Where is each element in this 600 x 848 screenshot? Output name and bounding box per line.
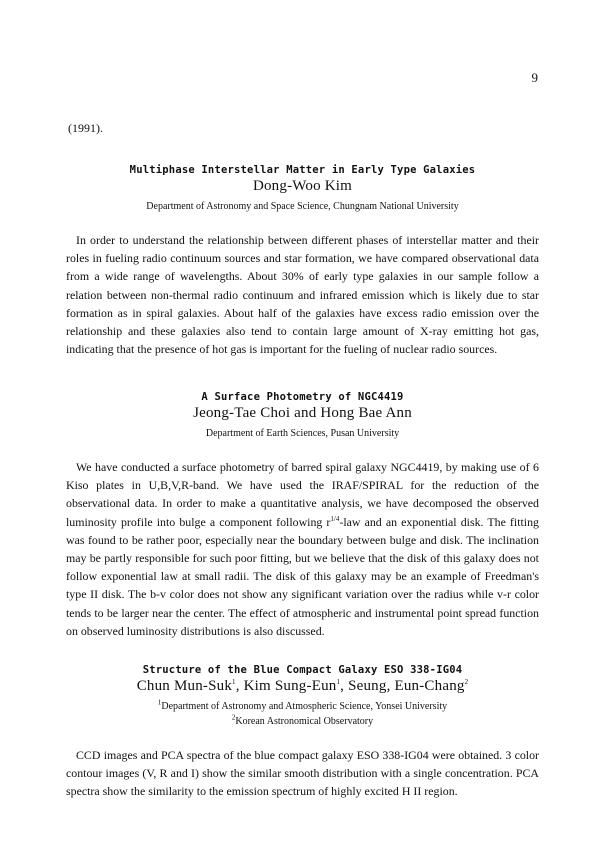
abstract-2	[66, 391, 539, 640]
abstract-title: Multiphase Interstellar Matter in Early Type Galaxies	[129, 164, 476, 176]
abstract-title: Structure of the Blue Compact Galaxy ESO 338-IG04	[142, 664, 463, 676]
abstract-authors: Dong-Woo Kim	[252, 178, 353, 194]
abstract-body: CCD images and PCA spectra of the blue compact galaxy ESO 338-IG04 were obtained. 3 color contour images (V, R and I) show the similar smooth distribution with a single concentration. PCA spectra show the similarity to the emission spectrum of highly excited H II region.	[66, 748, 539, 799]
abstract-affiliation: $^1$Department of Astronomy and Atmospheric Science, Yonsei University $^2$Korean Astronomical Observatory	[157, 698, 448, 727]
page-number: 9	[531, 70, 538, 85]
reference-tail: (1991).	[68, 121, 103, 135]
abstract-3	[66, 664, 539, 801]
abstract-authors: Jeong-Tae Choi and Hong Bae Ann	[193, 405, 412, 421]
abstract-body: We have conducted a surface photometry of barred spiral galaxy NGC4419, by making use of 6 Kiso plates in U,B,V,R-band. We have used the IRAF/SPIRAL for the reduction of the observational data. In order to make a quantitative analysis, we have decomposed the observed luminosity profile into bulge a component following $r^{1/4}$-law and an exponential disk. The fitting was found to be rather poor, especially near the boundary between bulge and disk. The inclination may be partly responsible for such poor fitting, but we believe that the disk of this galaxy does not follow exponential law at small radii. The disk of this galaxy may be an example of Freedman's type II disk. The b-v color does not show any significant variation over the radius while v-r color tends to be larger near the center. The effect of atmospheric and instrumental point spread function on observed luminosity distributions is also discussed.	[66, 460, 539, 638]
abstract-affiliation: Department of Earth Sciences, Pusan University	[205, 428, 400, 439]
abstract-authors: Chun Mun-Suk$^1$, Kim Sung-Eun$^1$, Seung, Eun-Chang$^2$	[136, 678, 469, 694]
abstract-body: In order to understand the relationship between different phases of interstellar matter and their roles in fueling radio continuum sources and star formation, we have compared observational data from a wide range of wavelengths. About 30% of early type galaxies in our sample follow a relation between non-thermal radio continuum and infrared emission which is likely due to star formation as in spiral galaxies. About half of the galaxies have excess radio emission over the relationship and these galaxies also tend to contain large amount of X-ray emitting hot gas, indicating that the presence of hot gas is important for the fueling of nuclear radio sources.	[66, 233, 539, 357]
abstract-1	[66, 164, 539, 358]
exponent: 1/4	[330, 514, 340, 523]
abstract-title: A Surface Photometry of NGC4419	[201, 391, 404, 403]
abstract-affiliation: Department of Astronomy and Space Science, Chungnam National University	[146, 201, 459, 212]
